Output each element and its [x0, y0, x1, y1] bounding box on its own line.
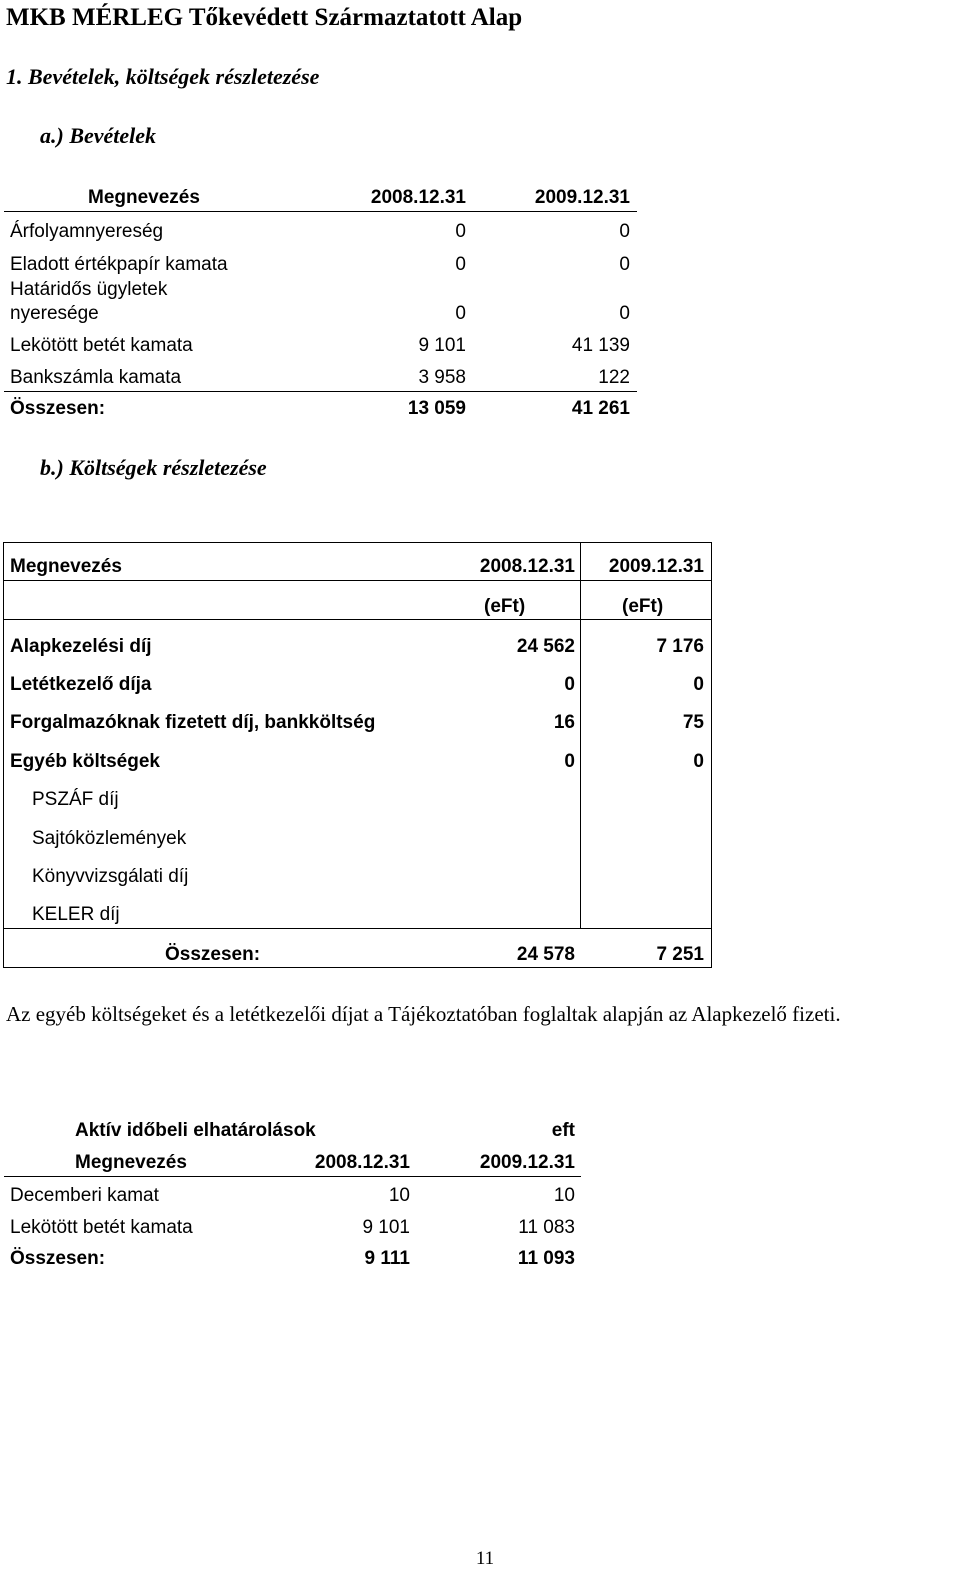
table-header-label: Megnevezés [75, 1152, 187, 1173]
note-paragraph: Az egyéb költségeket és a letétkezelői díjat a Tájékoztatóban foglaltak alapján az Alapkezelő fizeti. [6, 1002, 841, 1026]
table-cell: 41 139 [571, 335, 630, 356]
table-cell: 9 101 [418, 335, 466, 356]
list-item: Könyvvizsgálati díj [32, 866, 189, 887]
rule [3, 542, 4, 968]
page-number: 11 [475, 1548, 495, 1569]
table-cell: 9 101 [362, 1217, 410, 1238]
table-row-label: Forgalmazóknak fizetett díj, bankköltség [10, 712, 376, 733]
table-cell: 0 [693, 674, 704, 695]
table-header-2009: 2009.12.31 [608, 556, 704, 577]
header-rule [4, 211, 637, 212]
total-label: Összesen: [10, 398, 106, 419]
unit-2008: (eFt) [484, 596, 526, 617]
table-row-label: Bankszámla kamata [10, 367, 182, 388]
table-cell: 0 [455, 303, 466, 324]
table-header-2008: 2008.12.31 [479, 556, 575, 577]
table-row-label: Árfolyamnyereség [10, 221, 164, 242]
rule [4, 580, 712, 581]
table-cell: 0 [455, 254, 466, 275]
costs-heading: b.) Költségek részletezése [40, 455, 267, 480]
table-cell: 7 176 [656, 636, 704, 657]
table-row-label: Letétkezelő díja [10, 674, 152, 695]
table-row-label: Lekötött betét kamata [10, 1217, 193, 1238]
list-item: PSZÁF díj [32, 789, 119, 810]
rule [4, 967, 712, 968]
revenues-heading: a.) Bevételek [40, 123, 157, 148]
section-heading: 1. Bevételek, költségek részletezése [6, 64, 320, 89]
total-2009: 41 261 [571, 398, 630, 419]
table-row-label: Lekötött betét kamata [10, 335, 193, 356]
total-2009: 11 093 [517, 1248, 575, 1269]
accruals-unit: eft [551, 1120, 575, 1141]
table-header-label: Megnevezés [10, 556, 122, 577]
rule [4, 928, 712, 929]
list-item: KELER díj [32, 904, 120, 925]
table-header-2008: 2008.12.31 [370, 187, 466, 208]
table-cell: 11 083 [518, 1217, 575, 1238]
table-row-label: nyeresége [10, 303, 99, 324]
total-rule [4, 391, 637, 392]
rule [711, 542, 712, 968]
table-header-2009: 2009.12.31 [479, 1152, 575, 1173]
table-cell: 0 [564, 751, 575, 772]
table-header-2009: 2009.12.31 [534, 187, 630, 208]
table-cell: 0 [619, 254, 630, 275]
table-cell: 122 [598, 367, 630, 388]
table-row-label: Decemberi kamat [10, 1185, 159, 1206]
table-cell: 24 562 [516, 636, 575, 657]
total-label: Összesen: [10, 1248, 106, 1269]
table-cell: 10 [553, 1185, 575, 1206]
header-rule [4, 1176, 581, 1177]
table-header-label: Megnevezés [88, 187, 200, 208]
rule [4, 542, 712, 543]
total-2009: 7 251 [656, 944, 704, 965]
table-cell: 10 [388, 1185, 410, 1206]
unit-2009: (eFt) [622, 596, 664, 617]
accruals-title: Aktív időbeli elhatárolások [75, 1120, 316, 1141]
table-cell: 0 [693, 751, 704, 772]
rule [580, 542, 581, 929]
rule [4, 619, 712, 620]
table-cell: 0 [455, 221, 466, 242]
table-cell: 16 [553, 712, 575, 733]
table-row-label: Határidős ügyletek [10, 279, 168, 300]
total-2008: 9 111 [364, 1248, 410, 1269]
total-2008: 13 059 [407, 398, 466, 419]
table-cell: 0 [619, 221, 630, 242]
table-cell: 0 [564, 674, 575, 695]
table-cell: 3 958 [418, 367, 466, 388]
table-header-2008: 2008.12.31 [314, 1152, 410, 1173]
table-cell: 0 [619, 303, 630, 324]
list-item: Sajtóközlemények [32, 828, 187, 849]
table-cell: 75 [682, 712, 704, 733]
table-row-label: Eladott értékpapír kamata [10, 254, 228, 275]
table-row-label: Egyéb költségek [10, 751, 160, 772]
table-row-label: Alapkezelési díj [10, 636, 152, 657]
total-2008: 24 578 [516, 944, 575, 965]
total-label: Összesen: [165, 944, 261, 965]
document-title: MKB MÉRLEG Tőkevédett Származtatott Alap [6, 4, 523, 31]
